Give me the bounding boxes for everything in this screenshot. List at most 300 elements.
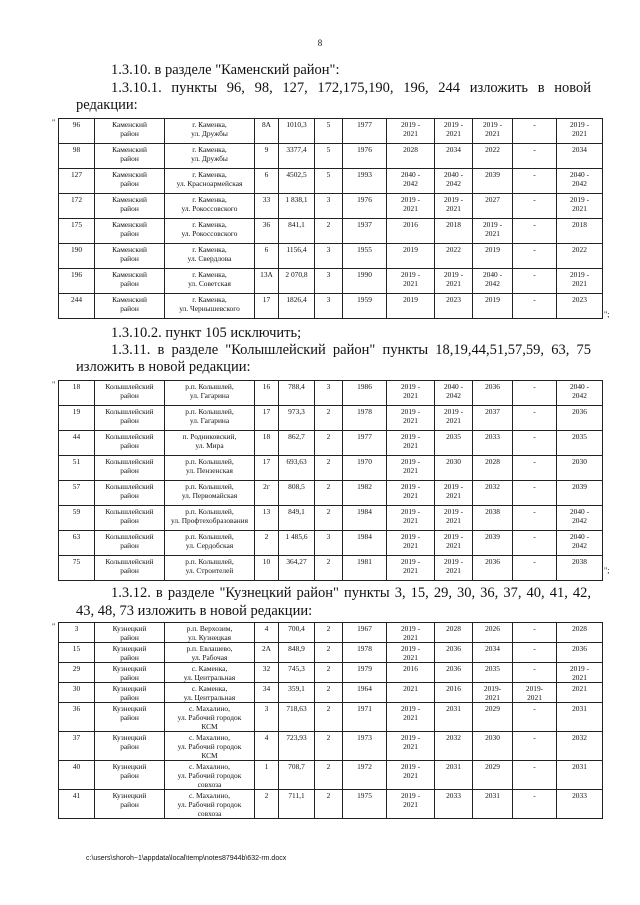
cell-repair-2: 2019 - 2021 [435,556,473,581]
cell-area: 1 485,6 [279,531,315,556]
table-kuznetsky [58,622,603,819]
cell-address: р.п. Колышлей, ул. Гагарина [165,381,255,406]
para-1-3-10-1-line1: 1.3.10.1. пункты 96, 98, 127, 172,175,190, 196, 244 изложить в новой [111,80,591,96]
cell-repair-3: 2033 [473,431,513,456]
cell-house-no: 2г [255,481,279,506]
cell-item-no: 63 [59,531,95,556]
cell-address: р.п. Колышлей, ул. Профтехобразования [165,506,255,531]
cell-repair-1: 2019 - 2021 [387,194,435,219]
quote-open-3: " [52,622,56,631]
cell-house-no: 17 [255,456,279,481]
cell-repair-4: - [513,790,557,819]
cell-repair-4: - [513,294,557,319]
cell-address: р.п. Колышлей, ул. Сердобская [165,531,255,556]
cell-item-no: 51 [59,456,95,481]
cell-repair-4: - [513,119,557,144]
cell-house-no: 1 [255,761,279,790]
cell-repair-1: 2016 [387,663,435,683]
cell-house-no: 32 [255,663,279,683]
cell-district: Кузнецкий район [95,623,165,643]
cell-repair-1: 2019 - 2021 [387,431,435,456]
cell-house-no: 36 [255,219,279,244]
cell-repair-4: - [513,144,557,169]
cell-floors: 3 [315,244,343,269]
cell-area: 718,63 [279,703,315,732]
cell-repair-1: 2028 [387,144,435,169]
cell-floors: 2 [315,456,343,481]
cell-year: 1976 [343,144,387,169]
cell-floors: 2 [315,219,343,244]
cell-repair-1: 2040 - 2042 [387,169,435,194]
cell-year: 1972 [343,761,387,790]
cell-repair-3: 2019 - 2021 [473,219,513,244]
cell-floors: 2 [315,732,343,761]
cell-address: г. Каменка, ул. Чернышевского [165,294,255,319]
cell-district: Колышлейский район [95,506,165,531]
cell-year: 1982 [343,481,387,506]
table-row [59,623,603,643]
cell-repair-4: - [513,643,557,663]
cell-item-no: 190 [59,244,95,269]
cell-repair-4: - [513,431,557,456]
cell-address: г. Каменка, ул. Дружбы [165,119,255,144]
cell-repair-2: 2036 [435,663,473,683]
cell-repair-5: 2038 [557,556,603,581]
cell-area: 848,9 [279,643,315,663]
cell-item-no: 15 [59,643,95,663]
cell-area: 1010,3 [279,119,315,144]
table-row [59,119,603,144]
cell-area: 808,5 [279,481,315,506]
cell-year: 1981 [343,556,387,581]
cell-house-no: 6 [255,169,279,194]
cell-address: с. Махалино, ул. Рабочий городок совхоза [165,790,255,819]
cell-address: г. Каменка, ул. Рокоссовского [165,219,255,244]
page-number: 8 [317,38,323,48]
cell-repair-1: 2019 - 2021 [387,732,435,761]
table-row [59,643,603,663]
cell-repair-3: 2028 [473,456,513,481]
cell-repair-3: 2019- 2021 [473,683,513,703]
cell-repair-2: 2019 - 2021 [435,531,473,556]
table-row [59,703,603,732]
cell-address: р.п. Евлашево, ул. Рабочая [165,643,255,663]
cell-district: Каменский район [95,269,165,294]
cell-repair-4: 2019- 2021 [513,683,557,703]
cell-floors: 2 [315,643,343,663]
cell-item-no: 36 [59,703,95,732]
cell-repair-5: 2039 [557,481,603,506]
cell-area: 788,4 [279,381,315,406]
cell-repair-2: 2022 [435,244,473,269]
cell-repair-5: 2036 [557,643,603,663]
cell-repair-2: 2040 - 2042 [435,169,473,194]
cell-floors: 2 [315,556,343,581]
cell-district: Каменский район [95,219,165,244]
cell-repair-5: 2019 - 2021 [557,663,603,683]
para-1-3-12-line2: 43, 48, 73 изложить в новой редакции: [76,603,313,619]
cell-floors: 5 [315,169,343,194]
cell-address: с. Махалино, ул. Рабочий городок КСМ [165,732,255,761]
cell-address: г. Каменка, ул. Дружбы [165,144,255,169]
cell-repair-5: 2031 [557,761,603,790]
para-1-3-11-line1: 1.3.11. в разделе "Колышлейский район" пункты 18,19,44,51,57,59, 63, 75 [111,342,591,358]
cell-area: 4502,5 [279,169,315,194]
cell-house-no: 8А [255,119,279,144]
cell-house-no: 16 [255,381,279,406]
cell-repair-1: 2019 - 2021 [387,531,435,556]
cell-item-no: 75 [59,556,95,581]
cell-repair-4: - [513,663,557,683]
cell-house-no: 13А [255,269,279,294]
quote-open-1: " [52,118,56,127]
cell-district: Колышлейский район [95,381,165,406]
cell-item-no: 196 [59,269,95,294]
cell-year: 1973 [343,732,387,761]
cell-address: р.п. Верхозим, ул. Кузнецкая [165,623,255,643]
cell-repair-5: 2040 - 2042 [557,381,603,406]
cell-repair-2: 2019 - 2021 [435,194,473,219]
cell-repair-4: - [513,703,557,732]
cell-repair-1: 2019 - 2021 [387,790,435,819]
cell-item-no: 57 [59,481,95,506]
table-row [59,406,603,431]
cell-address: п. Родниковский, ул. Мира [165,431,255,456]
cell-year: 1978 [343,406,387,431]
cell-repair-5: 2019 - 2021 [557,194,603,219]
cell-repair-3: 2022 [473,144,513,169]
cell-repair-2: 2040 - 2042 [435,381,473,406]
cell-repair-3: 2026 [473,623,513,643]
table-row [59,556,603,581]
cell-area: 1156,4 [279,244,315,269]
cell-repair-2: 2031 [435,761,473,790]
quote-open-2: " [52,380,56,389]
cell-year: 1967 [343,623,387,643]
cell-year: 1986 [343,381,387,406]
cell-repair-1: 2019 - 2021 [387,269,435,294]
quote-close-1: "; [604,310,610,319]
cell-repair-1: 2019 - 2021 [387,703,435,732]
cell-repair-2: 2018 [435,219,473,244]
cell-district: Каменский район [95,169,165,194]
cell-district: Каменский район [95,119,165,144]
cell-repair-4: - [513,732,557,761]
cell-repair-2: 2016 [435,683,473,703]
cell-district: Кузнецкий район [95,761,165,790]
cell-floors: 3 [315,294,343,319]
cell-repair-4: - [513,556,557,581]
cell-repair-5: 2021 [557,683,603,703]
cell-year: 1970 [343,456,387,481]
cell-item-no: 3 [59,623,95,643]
cell-item-no: 172 [59,194,95,219]
cell-repair-1: 2019 - 2021 [387,556,435,581]
cell-year: 1984 [343,506,387,531]
cell-address: с. Махалино, ул. Рабочий городок совхоза [165,761,255,790]
cell-house-no: 4 [255,623,279,643]
cell-repair-4: - [513,381,557,406]
table-row [59,531,603,556]
cell-area: 1 838,1 [279,194,315,219]
para-1-3-12-line1: 1.3.12. в разделе "Кузнецкий район" пункты 3, 15, 29, 30, 36, 37, 40, 41, 42, [111,585,591,601]
cell-area: 364,27 [279,556,315,581]
cell-house-no: 33 [255,194,279,219]
cell-repair-4: - [513,481,557,506]
cell-repair-5: 2022 [557,244,603,269]
cell-floors: 2 [315,761,343,790]
cell-house-no: 4 [255,732,279,761]
cell-house-no: 6 [255,244,279,269]
cell-repair-3: 2036 [473,556,513,581]
cell-repair-1: 2019 [387,244,435,269]
cell-floors: 3 [315,269,343,294]
cell-area: 973,3 [279,406,315,431]
table-row [59,294,603,319]
cell-item-no: 29 [59,663,95,683]
cell-year: 1978 [343,643,387,663]
table-row [59,381,603,406]
cell-repair-1: 2021 [387,683,435,703]
cell-area: 708,7 [279,761,315,790]
cell-repair-1: 2019 - 2021 [387,643,435,663]
cell-year: 1984 [343,531,387,556]
cell-repair-5: 2030 [557,456,603,481]
para-1-3-10: 1.3.10. в разделе "Каменский район": [111,62,340,78]
cell-repair-4: - [513,531,557,556]
cell-item-no: 98 [59,144,95,169]
cell-year: 1964 [343,683,387,703]
para-1-3-10-1-line2: редакции: [76,97,138,113]
cell-address: г. Каменка, ул. Советская [165,269,255,294]
cell-repair-5: 2040 - 2042 [557,506,603,531]
cell-house-no: 2 [255,790,279,819]
cell-district: Кузнецкий район [95,790,165,819]
cell-repair-3: 2030 [473,732,513,761]
cell-year: 1977 [343,119,387,144]
cell-house-no: 34 [255,683,279,703]
table-row [59,481,603,506]
table-row [59,761,603,790]
cell-address: р.п. Колышлей, ул. Гагарина [165,406,255,431]
cell-year: 1993 [343,169,387,194]
cell-item-no: 19 [59,406,95,431]
cell-area: 700,4 [279,623,315,643]
cell-repair-5: 2031 [557,703,603,732]
cell-floors: 3 [315,531,343,556]
cell-repair-2: 2035 [435,431,473,456]
table-row [59,506,603,531]
cell-repair-2: 2019 - 2021 [435,481,473,506]
table-row [59,732,603,761]
cell-address: г. Каменка, ул. Рокоссовского [165,194,255,219]
cell-repair-5: 2040 - 2042 [557,169,603,194]
cell-area: 711,1 [279,790,315,819]
cell-floors: 3 [315,381,343,406]
cell-repair-3: 2029 [473,703,513,732]
cell-repair-5: 2040 - 2042 [557,531,603,556]
cell-year: 1937 [343,219,387,244]
cell-repair-3: 2039 [473,531,513,556]
table-row [59,244,603,269]
cell-house-no: 2 [255,531,279,556]
cell-repair-5: 2028 [557,623,603,643]
cell-house-no: 17 [255,406,279,431]
cell-year: 1955 [343,244,387,269]
cell-district: Кузнецкий район [95,732,165,761]
cell-repair-1: 2019 - 2021 [387,381,435,406]
cell-area: 849,1 [279,506,315,531]
cell-repair-3: 2039 [473,169,513,194]
cell-repair-5: 2019 - 2021 [557,119,603,144]
table-row [59,431,603,456]
cell-repair-1: 2019 - 2021 [387,761,435,790]
cell-item-no: 41 [59,790,95,819]
cell-repair-1: 2019 - 2021 [387,481,435,506]
cell-item-no: 59 [59,506,95,531]
cell-repair-3: 2029 [473,761,513,790]
cell-repair-2: 2030 [435,456,473,481]
cell-district: Кузнецкий район [95,703,165,732]
cell-repair-1: 2019 [387,294,435,319]
cell-repair-3: 2019 [473,294,513,319]
cell-repair-3: 2038 [473,506,513,531]
cell-address: с. Каменка, ул. Центральная [165,663,255,683]
cell-repair-3: 2034 [473,643,513,663]
cell-house-no: 9 [255,144,279,169]
cell-address: р.п. Колышлей, ул. Пензенская [165,456,255,481]
cell-area: 3377,4 [279,144,315,169]
para-1-3-11-line2: изложить в новой редакции: [76,359,251,375]
cell-floors: 2 [315,703,343,732]
table-row [59,269,603,294]
cell-district: Каменский район [95,144,165,169]
cell-repair-1: 2016 [387,219,435,244]
cell-repair-4: - [513,269,557,294]
cell-floors: 2 [315,623,343,643]
cell-year: 1990 [343,269,387,294]
cell-floors: 5 [315,119,343,144]
cell-item-no: 44 [59,431,95,456]
cell-repair-2: 2028 [435,623,473,643]
table-kolyshleysky [58,380,603,581]
cell-repair-1: 2019 - 2021 [387,506,435,531]
table-row [59,790,603,819]
cell-item-no: 40 [59,761,95,790]
cell-floors: 2 [315,663,343,683]
cell-item-no: 127 [59,169,95,194]
cell-address: г. Каменка, ул. Свердлова [165,244,255,269]
cell-district: Кузнецкий район [95,663,165,683]
cell-repair-2: 2023 [435,294,473,319]
table-kamensky [58,118,603,319]
quote-close-2: "; [604,566,610,575]
cell-district: Кузнецкий район [95,643,165,663]
cell-repair-3: 2040 - 2042 [473,269,513,294]
cell-repair-5: 2035 [557,431,603,456]
cell-repair-2: 2036 [435,643,473,663]
cell-repair-1: 2019 - 2021 [387,623,435,643]
cell-repair-2: 2032 [435,732,473,761]
cell-repair-5: 2034 [557,144,603,169]
cell-house-no: 13 [255,506,279,531]
cell-district: Колышлейский район [95,481,165,506]
cell-house-no: 2А [255,643,279,663]
footer-file-path: c:\users\shoroh~1\appdata\local\temp\notes87944b\632-rm.docx [86,855,287,862]
cell-item-no: 30 [59,683,95,703]
cell-year: 1977 [343,431,387,456]
cell-repair-2: 2019 - 2021 [435,269,473,294]
cell-item-no: 244 [59,294,95,319]
cell-repair-4: - [513,456,557,481]
cell-repair-5: 2018 [557,219,603,244]
cell-house-no: 3 [255,703,279,732]
cell-item-no: 37 [59,732,95,761]
cell-item-no: 18 [59,381,95,406]
cell-district: Колышлейский район [95,431,165,456]
cell-repair-3: 2019 - 2021 [473,119,513,144]
cell-floors: 5 [315,144,343,169]
cell-repair-1: 2019 - 2021 [387,406,435,431]
cell-address: г. Каменка, ул. Красноармейская [165,169,255,194]
cell-repair-4: - [513,506,557,531]
cell-district: Колышлейский район [95,531,165,556]
cell-repair-5: 2032 [557,732,603,761]
cell-repair-5: 2036 [557,406,603,431]
cell-address: р.п. Колышлей, ул. Первомайская [165,481,255,506]
cell-year: 1959 [343,294,387,319]
cell-repair-2: 2034 [435,144,473,169]
cell-repair-4: - [513,194,557,219]
cell-repair-3: 2037 [473,406,513,431]
cell-district: Колышлейский район [95,406,165,431]
cell-year: 1979 [343,663,387,683]
cell-repair-3: 2019 [473,244,513,269]
cell-house-no: 18 [255,431,279,456]
cell-repair-1: 2019 - 2021 [387,456,435,481]
cell-item-no: 96 [59,119,95,144]
cell-repair-1: 2019 - 2021 [387,119,435,144]
cell-district: Каменский район [95,194,165,219]
cell-floors: 2 [315,683,343,703]
table-row [59,663,603,683]
cell-district: Колышлейский район [95,456,165,481]
cell-repair-5: 2023 [557,294,603,319]
cell-address: р.п. Колышлей, ул. Строителей [165,556,255,581]
cell-repair-3: 2031 [473,790,513,819]
table-row [59,219,603,244]
cell-district: Каменский район [95,294,165,319]
cell-floors: 2 [315,790,343,819]
cell-area: 862,7 [279,431,315,456]
cell-year: 1971 [343,703,387,732]
cell-repair-2: 2019 - 2021 [435,506,473,531]
cell-area: 723,93 [279,732,315,761]
cell-area: 1826,4 [279,294,315,319]
cell-house-no: 17 [255,294,279,319]
cell-repair-4: - [513,244,557,269]
cell-repair-3: 2036 [473,381,513,406]
cell-repair-5: 2033 [557,790,603,819]
cell-repair-2: 2019 - 2021 [435,406,473,431]
cell-year: 1975 [343,790,387,819]
cell-year: 1976 [343,194,387,219]
cell-floors: 2 [315,506,343,531]
cell-floors: 2 [315,481,343,506]
cell-area: 359,1 [279,683,315,703]
cell-repair-4: - [513,761,557,790]
cell-repair-2: 2033 [435,790,473,819]
